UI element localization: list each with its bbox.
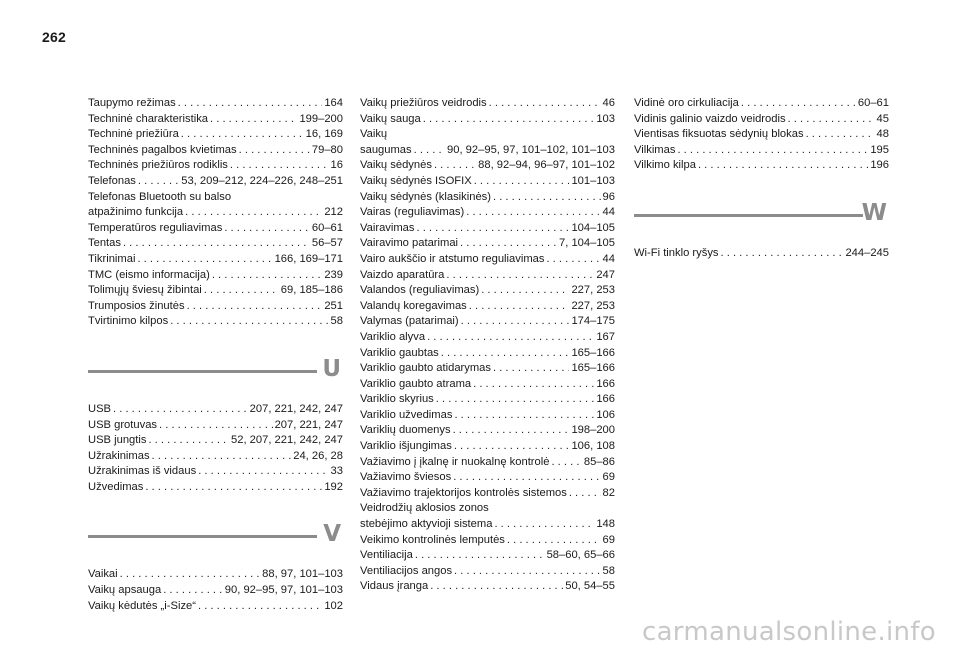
index-entry xyxy=(634,158,889,174)
index-entry xyxy=(360,299,615,315)
entry-term: Vairavimo patarimai xyxy=(360,237,459,250)
index-entry xyxy=(360,517,615,533)
entry-term: Ventiliacija xyxy=(360,549,413,562)
index-entry xyxy=(360,377,615,393)
entry-pages: 165–166 xyxy=(571,346,615,359)
index-entry xyxy=(360,96,615,112)
index-list xyxy=(88,96,343,330)
index-entry xyxy=(88,205,343,221)
index-entry xyxy=(88,252,343,268)
section-divider xyxy=(634,214,863,217)
entry-term: Techninė priežiūra xyxy=(88,128,179,141)
entry-pages: 244–245 xyxy=(845,246,889,259)
entry-pages: 164 xyxy=(324,97,343,109)
index-entry xyxy=(88,283,343,299)
entry-term: Vairo aukščio ir atstumo reguliavimas xyxy=(360,252,545,265)
index-entry xyxy=(88,127,343,143)
dot-leader xyxy=(204,283,279,299)
index-entry xyxy=(360,455,615,471)
entry-pages: 192 xyxy=(324,480,343,493)
entry-term: Vientisas fiksuotas sėdynių blokas xyxy=(634,128,804,141)
entry-term: Valandų koregavimas xyxy=(360,299,467,312)
entry-pages: 166 xyxy=(596,393,615,406)
entry-pages: 196 xyxy=(870,159,889,172)
entry-term: Variklio alyva xyxy=(360,330,426,343)
entry-pages: 148 xyxy=(596,518,615,531)
dot-leader xyxy=(806,127,875,143)
index-entry xyxy=(88,464,343,480)
dot-leader xyxy=(507,533,601,549)
dot-leader xyxy=(494,517,594,533)
entry-term: Telefonas xyxy=(88,174,136,187)
entry-pages: 16, 169 xyxy=(305,128,343,141)
entry-term: USB xyxy=(88,402,112,415)
index-entry xyxy=(88,449,343,465)
entry-pages: 16 xyxy=(330,159,343,172)
entry-pages: 227, 253 xyxy=(571,284,615,297)
watermark: carmanualsonline.info xyxy=(641,617,936,647)
index-entry xyxy=(88,112,343,128)
entry-pages: 82 xyxy=(602,486,615,499)
dot-leader xyxy=(461,314,570,330)
index-entry xyxy=(88,299,343,315)
index-entry xyxy=(360,361,615,377)
entry-term: Vidinė oro cirkuliacija xyxy=(634,97,739,109)
dot-leader xyxy=(466,205,600,221)
entry-pages: 212 xyxy=(324,206,343,219)
index-entry xyxy=(360,346,615,362)
entry-pages: 46 xyxy=(602,97,615,109)
index-column-1 xyxy=(88,96,343,614)
index-entry xyxy=(88,158,343,174)
index-entry xyxy=(360,205,615,221)
section-header-u xyxy=(88,352,343,388)
index-entry xyxy=(360,190,615,206)
entry-pages: 50, 54–55 xyxy=(565,580,615,593)
entry-pages: 106 xyxy=(596,408,615,421)
index-entry xyxy=(88,599,343,615)
entry-term: Vaikų sėdynės ISOFIX xyxy=(360,174,472,187)
entry-term: Užrakinimas iš vidaus xyxy=(88,465,197,478)
entry-term: Užvedimas xyxy=(88,480,144,493)
dot-leader xyxy=(198,464,328,480)
entry-term: Vaikų sėdynės (klasikinės) xyxy=(360,190,491,203)
dot-leader xyxy=(454,439,570,455)
entry-term: Vaikų priežiūros veidrodis xyxy=(360,97,487,109)
dot-leader xyxy=(123,236,310,252)
section-letter: U xyxy=(322,355,341,382)
index-entry xyxy=(634,112,889,128)
dot-leader xyxy=(210,112,297,128)
entry-term: Telefonas Bluetooth su balso xyxy=(88,190,232,203)
index-column-2 xyxy=(360,96,615,595)
entry-term: Variklio gaubtas xyxy=(360,346,439,359)
entry-term: Vairas (reguliavimas) xyxy=(360,206,465,219)
entry-term: Tolimųjų šviesų žibintai xyxy=(88,284,202,297)
index-list xyxy=(88,567,343,614)
dot-leader xyxy=(120,567,260,583)
dot-leader xyxy=(453,470,600,486)
index-entry xyxy=(88,221,343,237)
entry-term: Vaikai xyxy=(88,568,118,581)
index-entry xyxy=(360,548,615,564)
entry-pages: 90, 92–95, 97, 101–102, 101–103 xyxy=(447,143,615,156)
index-entry xyxy=(634,96,889,112)
section-header-v xyxy=(88,517,343,553)
entry-pages: 56–57 xyxy=(311,237,343,250)
dot-leader xyxy=(473,377,594,393)
entry-term: Variklio užvedimas xyxy=(360,408,453,421)
dot-leader xyxy=(569,486,601,502)
dot-leader xyxy=(414,143,445,159)
entry-term: Variklio skyrius xyxy=(360,393,434,406)
entry-term: USB grotuvas xyxy=(88,418,158,431)
entry-pages: 58 xyxy=(602,564,615,577)
entry-pages: 167 xyxy=(596,330,615,343)
dot-leader xyxy=(454,408,594,424)
dot-leader xyxy=(493,361,569,377)
dot-leader xyxy=(145,480,322,496)
entry-pages: 7, 104–105 xyxy=(559,237,615,250)
entry-term: Temperatūros reguliavimas xyxy=(88,221,223,234)
index-list xyxy=(634,96,889,174)
dot-leader xyxy=(441,346,570,362)
index-column-3 xyxy=(634,96,889,262)
entry-pages: 166, 169–171 xyxy=(274,252,343,265)
index-list xyxy=(88,402,343,496)
entry-term: Važiavimo į įkalnę ir nuokalnę kontrolė xyxy=(360,455,550,468)
entry-pages: 101–103 xyxy=(571,174,615,187)
dot-leader xyxy=(469,299,570,315)
dot-leader xyxy=(698,158,868,174)
dot-leader xyxy=(677,143,868,159)
dot-leader xyxy=(415,548,545,564)
entry-pages: 165–166 xyxy=(571,362,615,375)
dot-leader xyxy=(198,599,322,615)
entry-term: atpažinimo funkcija xyxy=(88,206,184,219)
entry-pages: 24, 26, 28 xyxy=(293,449,343,462)
section-letter: V xyxy=(323,521,341,548)
entry-pages: 195 xyxy=(870,143,889,156)
entry-term: Vairavimas xyxy=(360,221,415,234)
index-entry xyxy=(634,127,889,143)
entry-pages: 88, 97, 101–103 xyxy=(262,568,343,581)
entry-term: Ventiliacijos angos xyxy=(360,564,453,577)
dot-leader xyxy=(454,564,601,580)
entry-pages: 69 xyxy=(602,471,615,484)
entry-pages: 207, 221, 242, 247 xyxy=(249,402,343,415)
index-list xyxy=(360,96,615,595)
dot-leader xyxy=(224,221,310,237)
entry-term: Veikimo kontrolinės lemputės xyxy=(360,533,505,546)
dot-leader xyxy=(230,158,329,174)
index-entry xyxy=(360,564,615,580)
index-entry xyxy=(360,423,615,439)
entry-term: Vidaus įranga xyxy=(360,580,429,593)
dot-leader xyxy=(187,299,323,315)
entry-pages: 53, 209–212, 224–226, 248–251 xyxy=(181,174,343,187)
index-list xyxy=(634,246,889,262)
entry-term: Valymas (patarimai) xyxy=(360,315,459,328)
entry-pages: 166 xyxy=(596,377,615,390)
index-entry xyxy=(360,174,615,190)
entry-term: Vilkimo kilpa xyxy=(634,159,696,172)
index-entry xyxy=(360,579,615,595)
dot-leader xyxy=(138,174,179,190)
dot-leader xyxy=(551,455,581,471)
index-entry xyxy=(360,439,615,455)
entry-term: Vaikų kėdutės „i-Size“ xyxy=(88,599,196,612)
dot-leader xyxy=(460,236,557,252)
dot-leader xyxy=(423,112,595,128)
index-entry xyxy=(634,246,889,262)
entry-term: saugumas xyxy=(360,143,412,156)
index-entry xyxy=(634,143,889,159)
dot-leader xyxy=(178,96,323,112)
dot-leader xyxy=(137,252,272,268)
dot-leader xyxy=(546,252,600,268)
index-entry xyxy=(360,283,615,299)
index-entry xyxy=(360,533,615,549)
entry-pages: 69, 185–186 xyxy=(280,284,343,297)
entry-term: Vaikų xyxy=(360,128,388,141)
dot-leader xyxy=(163,583,223,599)
entry-term: Variklio gaubto atrama xyxy=(360,377,472,390)
dot-leader xyxy=(417,221,570,237)
entry-term: Tvirtinimo kilpos xyxy=(88,315,169,328)
index-entry xyxy=(88,402,343,418)
dot-leader xyxy=(489,96,601,112)
index-entry xyxy=(360,236,615,252)
index-entry xyxy=(88,583,343,599)
entry-pages: 58 xyxy=(330,315,343,328)
index-entry xyxy=(88,96,343,112)
entry-term: Taupymo režimas xyxy=(88,97,176,109)
entry-term: Techninės priežiūros rodiklis xyxy=(88,159,228,172)
entry-pages: 44 xyxy=(602,206,615,219)
dot-leader xyxy=(453,423,570,439)
index-entry xyxy=(360,112,615,128)
entry-term: Vidinis galinio vaizdo veidrodis xyxy=(634,112,786,125)
dot-leader xyxy=(741,96,856,112)
index-entry xyxy=(360,330,615,346)
index-entry xyxy=(88,314,343,330)
index-entry xyxy=(360,268,615,284)
entry-term: Wi-Fi tinklo ryšys xyxy=(634,246,719,259)
entry-term: USB jungtis xyxy=(88,434,147,447)
entry-term: Vaikų apsauga xyxy=(88,584,162,597)
entry-term: Vaikų sėdynės xyxy=(360,159,432,172)
entry-pages: 106, 108 xyxy=(571,440,615,453)
entry-term: Tikrinimai xyxy=(88,252,136,265)
entry-term: Tentas xyxy=(88,237,121,250)
entry-pages: 103 xyxy=(596,112,615,125)
entry-pages: 102 xyxy=(324,599,343,612)
entry-pages: 44 xyxy=(602,252,615,265)
dot-leader xyxy=(159,418,273,434)
entry-pages: 85–86 xyxy=(583,455,615,468)
dot-leader xyxy=(434,158,476,174)
index-entry xyxy=(360,314,615,330)
index-entry xyxy=(88,480,343,496)
entry-pages: 60–61 xyxy=(857,97,889,109)
entry-term: Variklio gaubto atidarymas xyxy=(360,362,491,375)
dot-leader xyxy=(788,112,875,128)
entry-pages: 174–175 xyxy=(571,315,615,328)
dot-leader xyxy=(185,205,322,221)
entry-pages: 79–80 xyxy=(311,143,343,156)
index-entry xyxy=(360,470,615,486)
entry-pages: 199–200 xyxy=(299,112,343,125)
index-entry xyxy=(360,143,615,159)
entry-term: Vaikų sauga xyxy=(360,112,421,125)
section-divider xyxy=(88,370,317,373)
dot-leader xyxy=(113,402,248,418)
index-entry xyxy=(360,486,615,502)
dot-leader xyxy=(446,268,594,284)
entry-term: Variklio išjungimas xyxy=(360,440,452,453)
entry-term: Variklių duomenys xyxy=(360,424,451,437)
entry-term: Užrakinimas xyxy=(88,449,150,462)
entry-term: Techninės pagalbos kvietimas xyxy=(88,143,237,156)
dot-leader xyxy=(239,143,310,159)
entry-term: TMC (eismo informacija) xyxy=(88,268,210,281)
section-letter: W xyxy=(861,199,887,226)
dot-leader xyxy=(148,433,229,449)
index-entry xyxy=(360,158,615,174)
entry-term: Vaizdo aparatūra xyxy=(360,268,445,281)
dot-leader xyxy=(474,174,570,190)
index-entry xyxy=(360,408,615,424)
entry-pages: 239 xyxy=(324,268,343,281)
entry-pages: 198–200 xyxy=(571,424,615,437)
dot-leader xyxy=(212,268,322,284)
entry-term: Valandos (reguliavimas) xyxy=(360,284,480,297)
dot-leader xyxy=(170,314,328,330)
entry-term: stebėjimo aktyvioji sistema xyxy=(360,518,493,531)
entry-term: Važiavimo šviesos xyxy=(360,471,452,484)
entry-term: Važiavimo trajektorijos kontrolės sistemos xyxy=(360,486,567,499)
entry-pages: 96 xyxy=(602,190,615,203)
index-entry xyxy=(88,567,343,583)
section-divider xyxy=(88,535,317,538)
index-entry xyxy=(360,221,615,237)
entry-pages: 207, 221, 247 xyxy=(274,418,343,431)
entry-pages: 104–105 xyxy=(571,221,615,234)
dot-leader xyxy=(430,579,563,595)
dot-leader xyxy=(152,449,292,465)
dot-leader xyxy=(436,392,595,408)
entry-pages: 69 xyxy=(602,533,615,546)
index-entry xyxy=(88,418,343,434)
entry-pages: 33 xyxy=(330,465,343,478)
section-header-w xyxy=(634,196,889,232)
page-number: 262 xyxy=(42,29,66,45)
dot-leader xyxy=(481,283,569,299)
index-entry xyxy=(88,174,343,190)
index-entry xyxy=(360,252,615,268)
index-entry xyxy=(88,236,343,252)
entry-term: Techninė charakteristika xyxy=(88,112,209,125)
index-entry xyxy=(88,143,343,159)
entry-pages: 251 xyxy=(324,299,343,312)
entry-pages: 58–60, 65–66 xyxy=(546,549,615,562)
dot-leader xyxy=(181,127,304,143)
entry-term: Trumposios žinutės xyxy=(88,299,185,312)
entry-pages: 60–61 xyxy=(311,221,343,234)
index-entry xyxy=(360,392,615,408)
dot-leader xyxy=(493,190,601,206)
entry-term: Vilkimas xyxy=(634,143,676,156)
entry-term: Veidrodžių aklosios zonos xyxy=(360,502,489,515)
entry-pages: 88, 92–94, 96–97, 101–102 xyxy=(478,159,615,172)
entry-pages: 52, 207, 221, 242, 247 xyxy=(231,434,343,447)
dot-leader xyxy=(721,246,844,262)
dot-leader xyxy=(427,330,594,346)
entry-pages: 227, 253 xyxy=(571,299,615,312)
entry-pages: 247 xyxy=(596,268,615,281)
entry-pages: 45 xyxy=(876,112,889,125)
entry-pages: 90, 92–95, 97, 101–103 xyxy=(224,584,343,597)
entry-pages: 48 xyxy=(876,128,889,141)
index-entry xyxy=(88,433,343,449)
index-entry xyxy=(88,268,343,284)
